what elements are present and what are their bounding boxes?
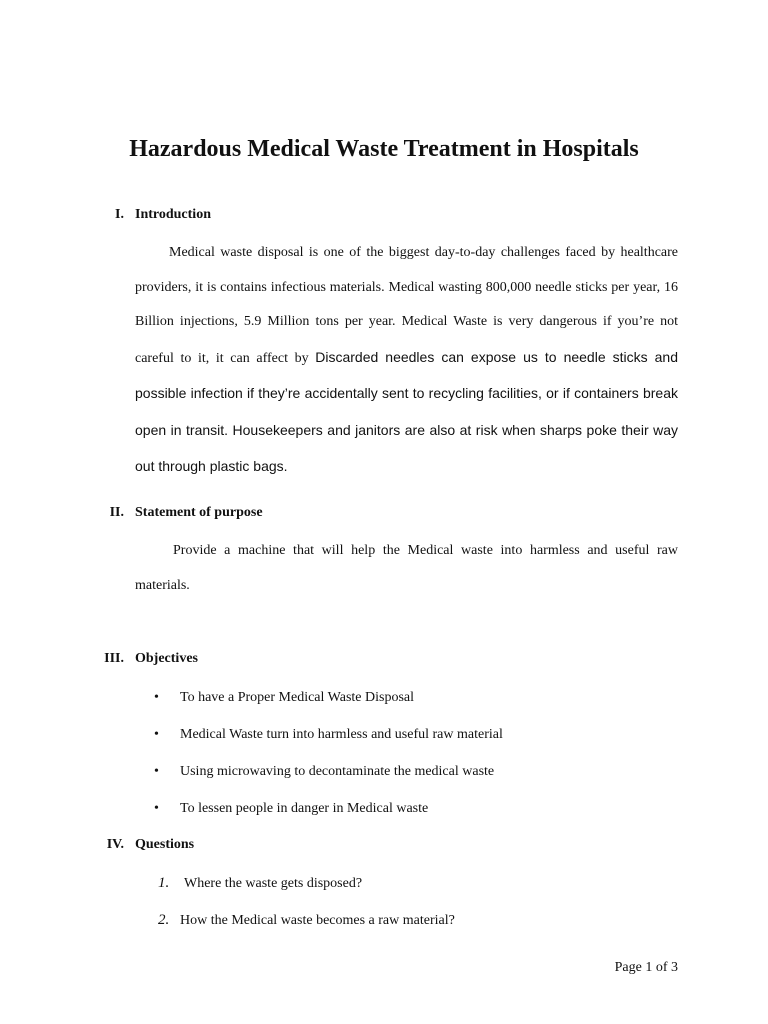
objective-text: To have a Proper Medical Waste Disposal	[180, 690, 415, 705]
objective-item	[154, 727, 503, 743]
introduction-text-serif: Medical waste disposal is one of the biggest day-to-day challenges faced by healthcare providers, it is contains infectious materials. Medical wasting 800,000 needle sticks per year, 16 Billion injections, 5.9 Million tons per year. Medical Waste is very dangerous if you’re not careful to it, it can affect by	[135, 245, 678, 366]
bullet-icon: •	[154, 764, 159, 779]
introduction-paragraph	[135, 236, 678, 486]
question-text: Where the waste gets disposed?	[184, 876, 363, 891]
purpose-text: Provide a machine that will help the Medical waste into harmless and useful raw materials.	[135, 543, 678, 593]
objective-item	[154, 690, 414, 706]
bullet-icon: •	[154, 801, 159, 816]
section-1-heading: Introduction	[135, 207, 211, 222]
objective-text: Using microwaving to decontaminate the medical waste	[180, 764, 495, 779]
page-number-footer: Page 1 of 3	[614, 960, 678, 975]
question-item	[158, 875, 362, 892]
objective-item	[154, 764, 494, 780]
objective-text: To lessen people in danger in Medical waste	[180, 801, 429, 816]
question-text: How the Medical waste becomes a raw material?	[180, 913, 455, 928]
objective-item	[154, 801, 428, 817]
question-item	[158, 912, 455, 929]
purpose-paragraph	[135, 534, 678, 603]
introduction-text-sans: Discarded needles can expose us to needle sticks and possible infection if they’re accidentally sent to recycling facilities, or if containers break open in transit. Housekeepers and janitors are also at risk when sharps poke their way out through plastic bags.	[135, 348, 679, 474]
section-4-heading: Questions	[135, 837, 195, 852]
question-number: 2.	[158, 912, 170, 928]
objective-text: Medical Waste turn into harmless and useful raw material	[180, 727, 503, 742]
bullet-icon: •	[154, 690, 159, 705]
section-4-number: IV.	[106, 837, 124, 852]
document-title: Hazardous Medical Waste Treatment in Hospitals	[129, 136, 639, 162]
bullet-icon: •	[154, 727, 159, 742]
section-3-number: III.	[104, 651, 124, 666]
section-2-heading: Statement of purpose	[135, 505, 263, 520]
question-number: 1.	[158, 875, 170, 891]
section-2-number: II.	[109, 505, 124, 520]
section-1-number: I.	[115, 207, 124, 222]
section-3-heading: Objectives	[135, 651, 198, 666]
